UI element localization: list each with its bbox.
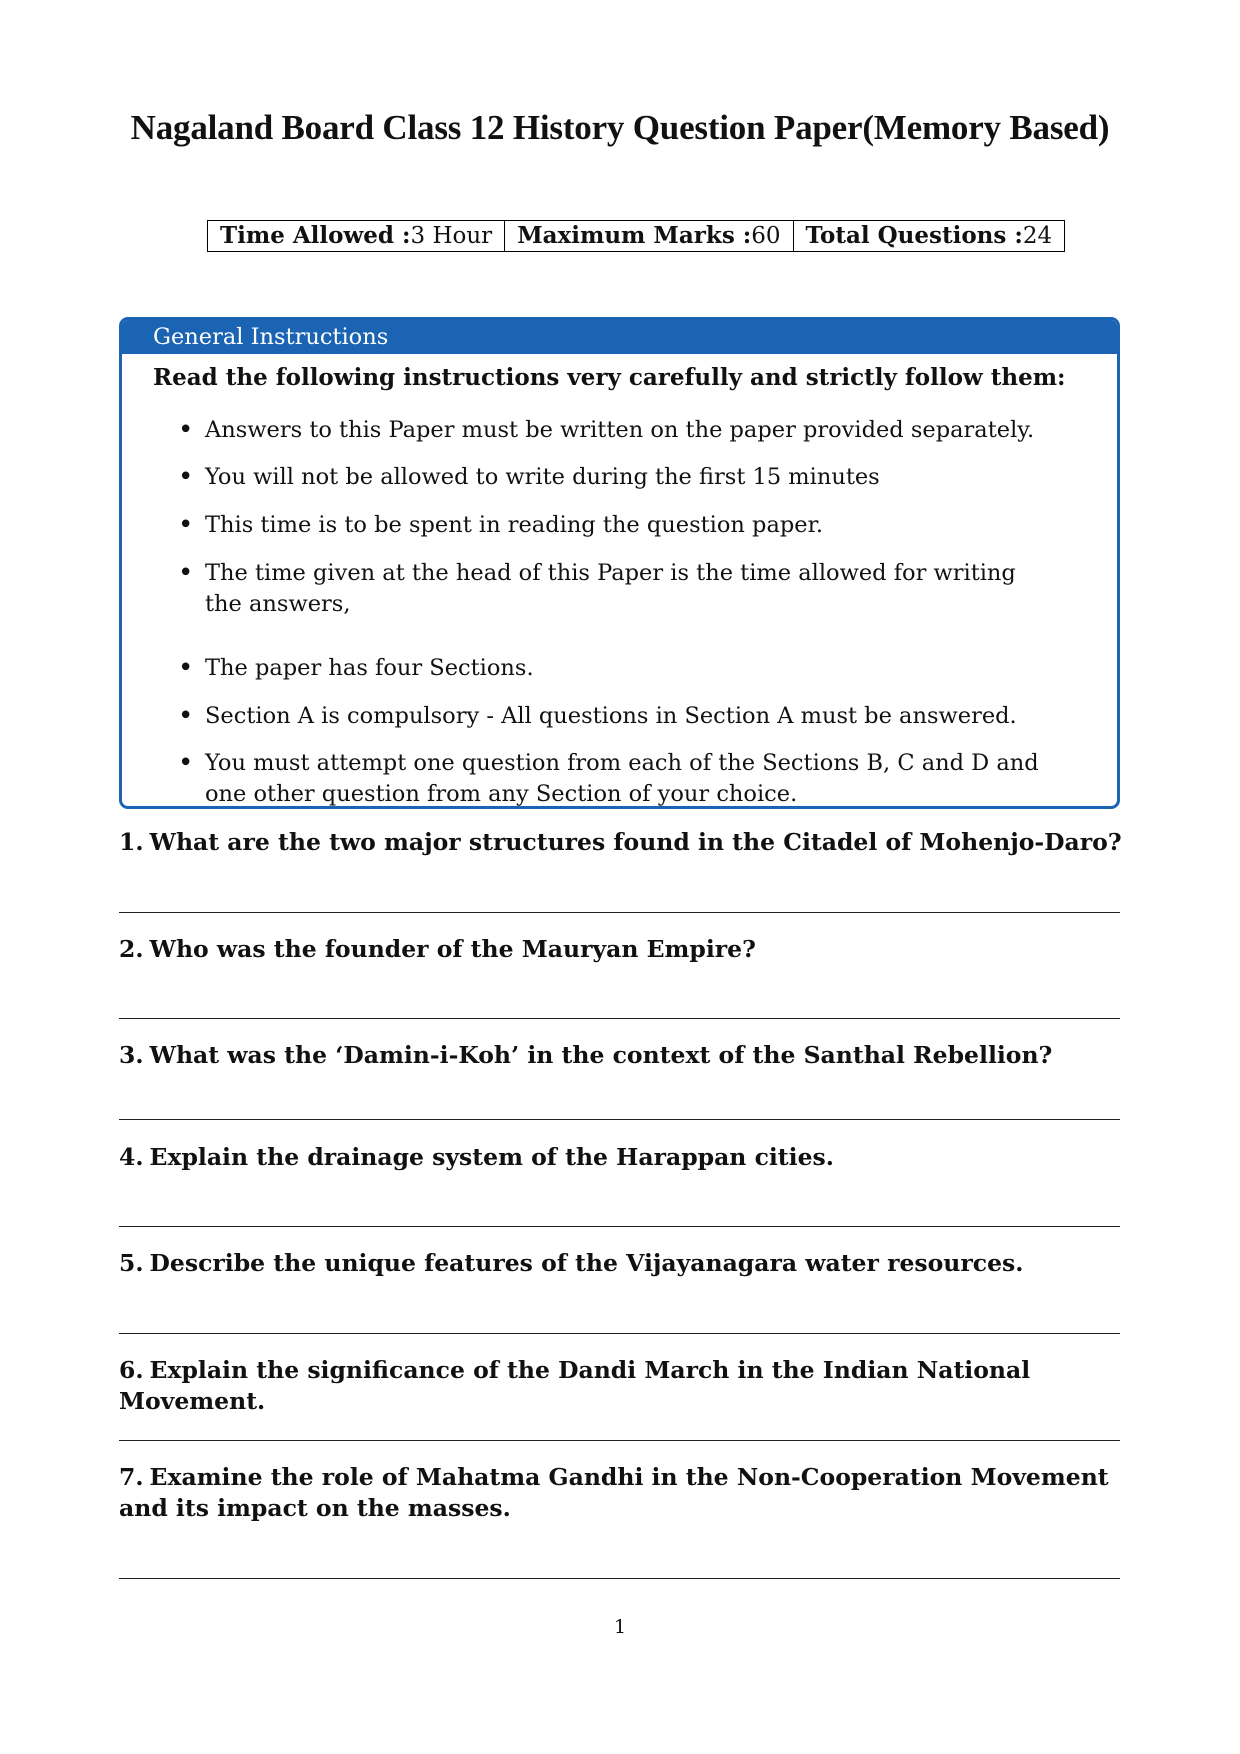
instruction-item: • Section A is compulsory - All questions in Section A must be answered. (205, 701, 1055, 732)
instructions-lead: Read the following instructions very carefully and strictly follow them: (153, 364, 1066, 391)
total-questions-cell (793, 221, 1065, 252)
instruction-item: • You will not be allowed to write during the first 15 minutes (205, 462, 1055, 493)
instructions-header: General Instructions (122, 320, 1117, 354)
question-2 (119, 934, 1124, 965)
question-6 (119, 1355, 1124, 1417)
instruction-item: • Answers to this Paper must be written on the paper provided separately. (205, 415, 1055, 446)
answer-line (119, 1578, 1120, 1579)
question-number: 2. (119, 935, 144, 963)
question-4 (119, 1142, 1124, 1173)
question-number: 3. (119, 1041, 144, 1069)
exam-details-table (207, 220, 1065, 252)
question-5 (119, 1248, 1124, 1279)
question-text: Explain the drainage system of the Harappan cities. (149, 1143, 834, 1171)
answer-line (119, 912, 1120, 913)
time-allowed-value: 3 Hour (410, 223, 493, 249)
question-text: What was the ‘Damin-i-Koh’ in the context of the Santhal Rebellion? (149, 1041, 1053, 1069)
maximum-marks-cell (505, 221, 793, 252)
instruction-item: • The paper has four Sections. (205, 653, 1055, 684)
question-text: Who was the founder of the Mauryan Empire? (149, 935, 756, 963)
question-7 (119, 1462, 1124, 1524)
page-number: 1 (613, 1616, 627, 1638)
total-questions-label: Total Questions : (805, 222, 1023, 249)
question-text: What are the two major structures found in the Citadel of Mohenjo-Daro? (149, 828, 1122, 856)
question-3 (119, 1040, 1124, 1071)
question-number: 6. (119, 1356, 144, 1384)
maximum-marks-value: 60 (751, 223, 781, 249)
time-allowed-label: Time Allowed : (220, 222, 411, 249)
answer-line (119, 1119, 1120, 1120)
question-text: Explain the significance of the Dandi March in the Indian National Movement. (119, 1356, 1031, 1415)
time-allowed-cell (208, 221, 505, 252)
question-text: Describe the unique features of the Vijayanagara water resources. (149, 1249, 1024, 1277)
question-number: 4. (119, 1143, 144, 1171)
answer-line (119, 1226, 1120, 1227)
answer-line (119, 1018, 1120, 1019)
page-title: Nagaland Board Class 12 History Question Paper(Memory Based) (130, 108, 1110, 147)
question-number: 7. (119, 1463, 144, 1491)
question-text: Examine the role of Mahatma Gandhi in the Non-Cooperation Movement and its impact on the masses. (119, 1463, 1109, 1522)
instruction-item: • You must attempt one question from each of the Sections B, C and D and one other question from any Section of your choice. (205, 748, 1055, 809)
answer-line (119, 1333, 1120, 1334)
instruction-item: • This time is to be spent in reading the question paper. (205, 510, 1055, 541)
question-1 (119, 827, 1124, 858)
question-number: 5. (119, 1249, 144, 1277)
answer-line (119, 1440, 1120, 1441)
instruction-item: • The time given at the head of this Paper is the time allowed for writing the answers, (205, 558, 1055, 620)
total-questions-value: 24 (1022, 223, 1053, 249)
general-instructions-box (119, 317, 1120, 809)
question-number: 1. (119, 828, 144, 856)
maximum-marks-label: Maximum Marks : (517, 222, 752, 249)
